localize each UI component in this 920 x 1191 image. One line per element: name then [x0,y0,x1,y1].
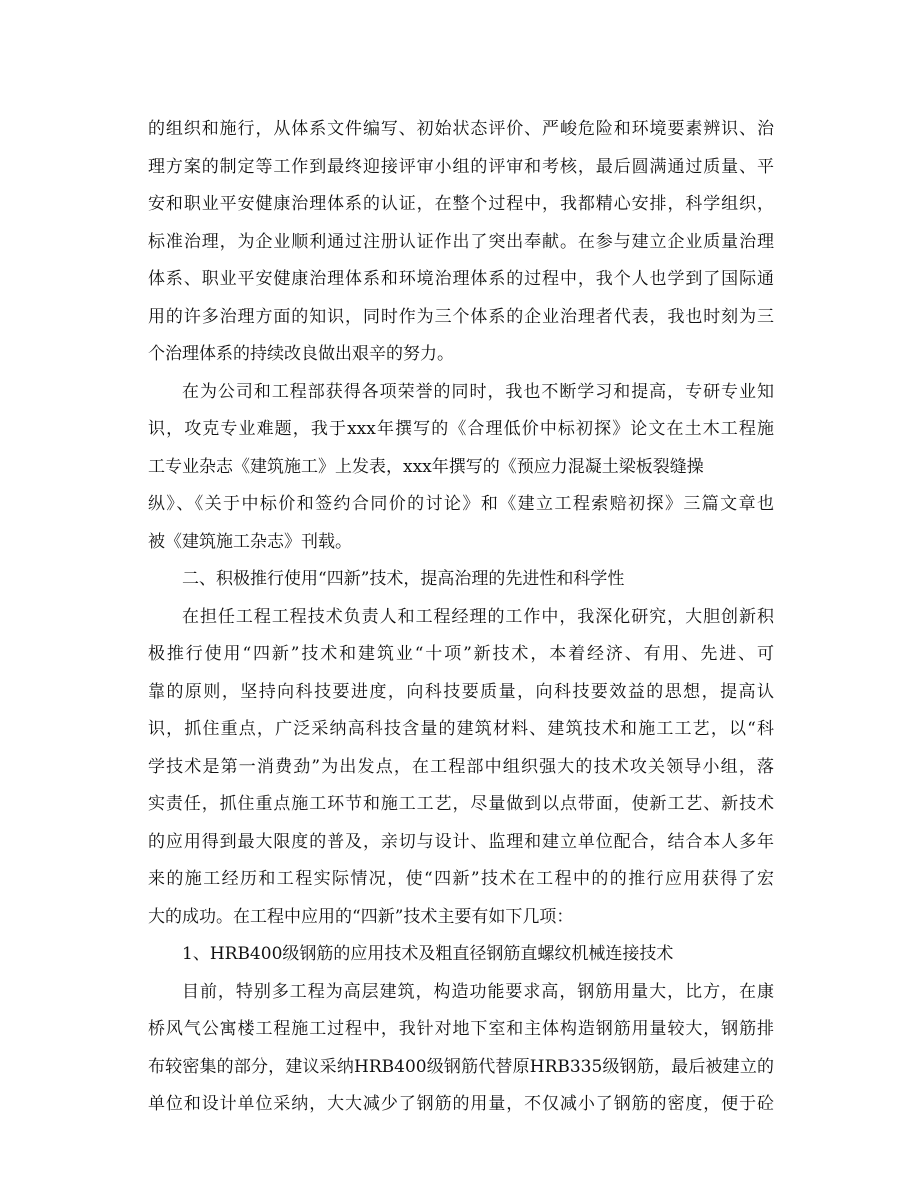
text-line: 安和职业平安健康治理体系的认证，在整个过程中，我都精心安排，科学组织， [148,194,774,214]
text-line: 体系、职业平安健康治理体系和环境治理体系的过程中，我个人也学到了国际通 [148,269,774,289]
text-line: 用的许多治理方面的知识，同时作为三个体系的企业治理者代表，我也时刻为三 [148,306,774,327]
text-line: 布较密集的部分，建议采纳HRB400级钢筋代替原HRB335级钢筋，最后被建立的 [148,1056,774,1077]
text-line: 的组织和施行，从体系文件编写、初始状态评价、严峻危险和环境要素辨识、治 [148,119,774,139]
text-line: 识，攻克专业难题，我于xxx年撰写的《合理低价中标初探》论文在土木工程施 [148,419,774,439]
text-line: 实责任，抓住重点施工环节和施工工艺，尽量做到以点带面，使新工艺、新技术 [148,794,774,814]
text-line: 在担任工程工程技术负责人和工程经理的工作中，我深化研究，大胆创新积 [182,606,774,627]
subsection-heading: 1、HRB400级钢筋的应用技术及粗直径钢筋直螺纹机械连接技术 [182,944,674,964]
text-line: 目前，特别多工程为高层建筑，构造功能要求高，钢筋用量大，比方，在康 [182,981,774,1002]
text-line: 识，抓住重点，广泛采纳高科技含量的建筑材料、建筑技术和施工工艺，以“科 [148,719,774,739]
text-line: 的应用得到最大限度的普及，亲切与设计、监理和建立单位配合，结合本人多年 [148,831,774,852]
text-line: 个治理体系的持续改良做出艰辛的努力。 [148,344,454,364]
text-line: 工专业杂志《建筑施工》上发表，xxx年撰写的《预应力混凝土梁板裂缝操 [148,456,704,477]
text-line: 理方案的制定等工作到最终迎接评审小组的评审和考核，最后圆满通过质量、平 [148,156,774,177]
text-line: 极推行使用“四新”技术和建筑业“十项”新技术，本着经济、有用、先进、可 [148,644,774,664]
section-heading: 二、积极推行使用“四新”技术，提高治理的先进性和科学性 [182,569,625,589]
text-line: 靠的原则，坚持向科技要进度，向科技要质量，向科技要效益的思想，提高认 [148,681,774,702]
text-line: 纵》、《关于中标价和签约合同价的讨论》和《建立工程索赔初探》三篇文章也 [148,494,774,514]
text-line: 在为公司和工程部获得各项荣誉的同时，我也不断学习和提高，专研专业知 [182,381,774,402]
document-body [148,111,774,1124]
text-line: 标准治理，为企业顺利通过注册认证作出了突出奉献。在参与建立企业质量治理 [148,231,774,252]
text-line: 桥风气公寓楼工程施工过程中，我针对地下室和主体构造钢筋用量较大，钢筋排 [148,1019,774,1039]
text-line: 学技术是第一消费劲”为出发点，在工程部中组织强大的技术攻关领导小组，落 [148,756,774,777]
text-line: 来的施工经历和工程实际情况，使“四新”技术在工程中的的推行应用获得了宏 [148,869,774,889]
text-line: 单位和设计单位采纳，大大减少了钢筋的用量，不仅减小了钢筋的密度，便于砼 [148,1094,774,1114]
text-line: 大的成功。在工程中应用的“四新”技术主要有如下几项： [148,906,574,927]
text-line: 被《建筑施工杂志》刊载。 [148,531,352,552]
